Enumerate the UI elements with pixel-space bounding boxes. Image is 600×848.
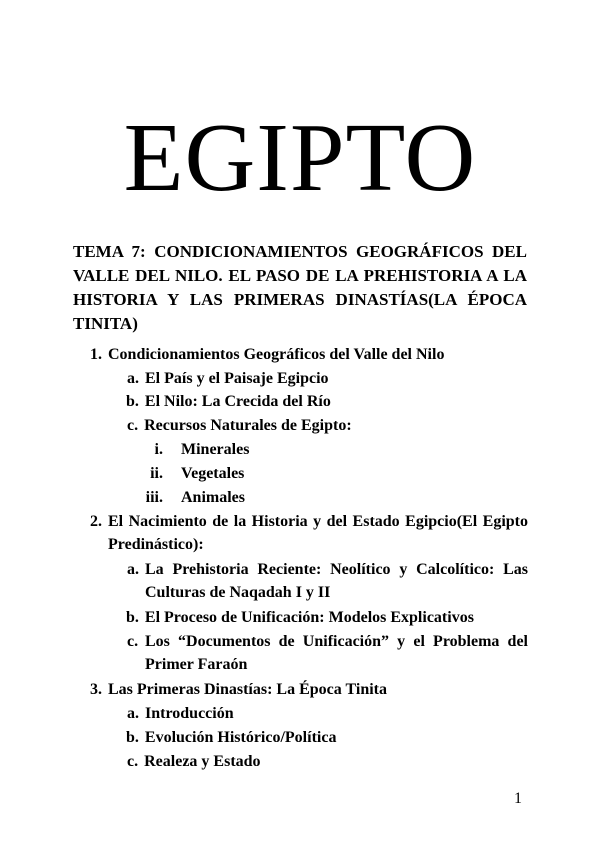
toc-text: Recursos Naturales de Egipto: [144, 417, 352, 434]
toc-text: Vegetales [181, 465, 245, 482]
toc-text: El Nacimiento de la Historia y del Estado Egipcio(El Egipto Predinástico): [108, 513, 528, 553]
toc-item-1c [127, 414, 352, 437]
toc-section-3 [90, 678, 387, 701]
toc-number: a. [127, 370, 139, 387]
toc-text: El País y el Paisaje Egipcio [145, 370, 329, 387]
toc-text: Las Primeras Dinastías: La Época Tinita [108, 681, 387, 698]
toc-number: 2. [90, 513, 102, 530]
page-number: 1 [514, 790, 522, 807]
toc-text: Minerales [181, 441, 250, 458]
toc-number: i. [154, 441, 163, 458]
toc-text: Condicionamientos Geográficos del Valle del Nilo [108, 346, 445, 363]
toc-number: ii. [150, 465, 163, 482]
toc-number: c. [127, 633, 139, 650]
toc-text: Evolución Histórico/Política [144, 729, 337, 746]
toc-number: iii. [145, 489, 163, 506]
toc-number: 1. [90, 346, 102, 363]
toc-number: b. [126, 729, 139, 746]
toc-item-3a [127, 702, 234, 725]
toc-item-2a [127, 558, 528, 604]
toc-number: b. [126, 609, 139, 626]
document-title: EGIPTO [123, 104, 477, 212]
toc-item-2b [126, 606, 474, 629]
toc-number: 3. [90, 681, 102, 698]
toc-item-1b [126, 390, 331, 413]
toc-number: a. [127, 705, 139, 722]
toc-number: c. [127, 417, 139, 434]
toc-item-3b [126, 726, 336, 749]
toc-text: Los “Documentos de Unificación” y el Problema del Primer Faraón [145, 633, 528, 673]
toc-item-2c [127, 630, 528, 676]
toc-text: El Proceso de Unificación: Modelos Explicativos [144, 609, 474, 626]
toc-text: El Nilo: La Crecida del Río [144, 393, 331, 410]
toc-text: Introducción [145, 705, 234, 722]
toc-text: La Prehistoria Reciente: Neolítico y Calcolítico: Las Culturas de Naqadah I y II [145, 561, 528, 601]
toc-number: b. [126, 393, 139, 410]
toc-section-1 [90, 343, 444, 366]
topic-heading: TEMA 7: CONDICIONAMIENTOS GEOGRÁFICOS DEL VALLE DEL NILO. EL PASO DE LA PREHISTORIA A LA HISTORIA Y LAS PRIMERAS DINASTÍAS(LA ÉPOCA TINITA) [73, 242, 527, 333]
toc-number: c. [127, 753, 139, 770]
toc-number: a. [127, 561, 139, 578]
toc-item-1a [127, 367, 329, 390]
toc-section-2 [90, 510, 528, 556]
toc-text: Realeza y Estado [144, 753, 261, 770]
toc-item-3c [127, 750, 261, 773]
toc-text: Animales [181, 489, 245, 506]
